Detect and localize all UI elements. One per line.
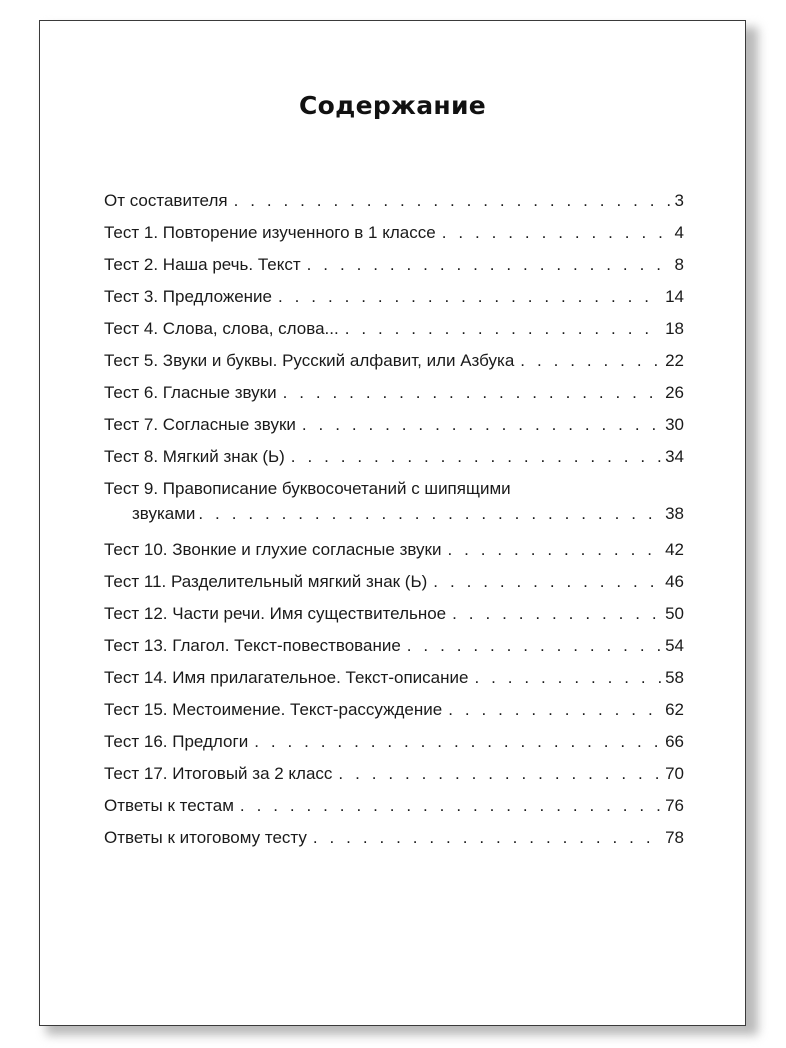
toc-entry-test-1 — [104, 217, 684, 249]
toc-entry-text: Тест 6. Гласные звуки — [104, 383, 277, 402]
toc-entry-text: Тест 1. Повторение изученного в 1 классе — [104, 223, 436, 242]
dot-leader — [338, 763, 662, 785]
toc-page-number: 62 — [665, 700, 684, 719]
toc-page-number: 76 — [665, 796, 684, 815]
toc-entry-test-17 — [104, 758, 684, 790]
toc-page-number: 46 — [665, 572, 684, 591]
dot-leader — [240, 795, 662, 817]
page-title: Содержание — [298, 91, 487, 120]
toc-page-number: 42 — [665, 540, 684, 559]
toc-entry-text: Тест 14. Имя прилагательное. Текст-описание — [104, 668, 469, 687]
toc-entry-test-15 — [104, 694, 684, 726]
toc-entry-intro — [104, 185, 684, 217]
dot-leader — [452, 603, 662, 625]
dot-leader — [407, 635, 662, 657]
toc-entry-test-5 — [104, 345, 684, 377]
toc-entry-test-11 — [104, 566, 684, 598]
toc-entry-final-answers — [104, 822, 684, 854]
toc-entry-answers — [104, 790, 684, 822]
toc-entry-text: Тест 2. Наша речь. Текст — [104, 255, 301, 274]
toc-entry-text: Тест 3. Предложение — [104, 287, 273, 306]
toc-entry-text: Тест 5. Звуки и буквы. Русский алфавит, или Азбука — [104, 351, 515, 370]
toc-entry-text: Тест 4. Слова, слова, слова... — [104, 319, 339, 338]
toc-page-number: 54 — [665, 636, 684, 655]
toc-page-number: 66 — [665, 732, 684, 751]
toc-entry-text: Тест 12. Части речи. Имя существительное — [104, 604, 447, 623]
toc-entry-test-3 — [104, 281, 684, 313]
toc-page-number: 70 — [665, 764, 684, 783]
toc-entry-test-9 — [104, 473, 684, 534]
toc-entry-text: Тест 9. Правописание буквосочетаний с шипящими — [104, 479, 511, 498]
toc-entry-test-6 — [104, 377, 684, 409]
dot-leader — [198, 503, 662, 525]
toc-entry-text: Ответы к итоговому тесту — [104, 828, 307, 847]
dot-leader — [307, 254, 672, 276]
toc-entry-test-4 — [104, 313, 684, 345]
toc-entry-test-7 — [104, 409, 684, 441]
dot-leader — [313, 827, 662, 849]
dot-leader — [433, 571, 662, 593]
toc-entry-test-8 — [104, 441, 684, 473]
dot-leader — [254, 731, 662, 753]
toc-entry-test-2 — [104, 249, 684, 281]
toc-entry-test-13 — [104, 630, 684, 662]
toc-entry-text: Тест 7. Согласные звуки — [104, 415, 296, 434]
toc-page-number: 14 — [665, 287, 684, 306]
toc-page-number: 34 — [665, 447, 684, 466]
toc-entry-continuation: звуками — [132, 504, 196, 523]
toc-page-number: 22 — [665, 351, 684, 370]
toc-entry-text: Тест 13. Глагол. Текст-повествование — [104, 636, 401, 655]
document-page — [39, 20, 746, 1026]
dot-leader — [291, 446, 662, 468]
table-of-contents — [104, 185, 684, 854]
dot-leader — [442, 222, 672, 244]
toc-entry-text: Тест 17. Итоговый за 2 класс — [104, 764, 333, 783]
dot-leader — [447, 539, 662, 561]
dot-leader — [474, 667, 662, 689]
dot-leader — [448, 699, 662, 721]
toc-entry-test-16 — [104, 726, 684, 758]
dot-leader — [283, 382, 662, 404]
toc-entry-text: Тест 11. Разделительный мягкий знак (Ь) — [104, 572, 428, 591]
dot-leader — [520, 350, 662, 372]
toc-entry-text: Тест 16. Предлоги — [104, 732, 249, 751]
toc-page-number: 38 — [665, 504, 684, 523]
toc-entry-text: Ответы к тестам — [104, 796, 234, 815]
toc-entry-text: Тест 8. Мягкий знак (Ь) — [104, 447, 285, 466]
toc-page-number: 78 — [665, 828, 684, 847]
toc-page-number: 58 — [665, 668, 684, 687]
toc-page-number: 8 — [674, 255, 684, 274]
toc-entry-test-10 — [104, 534, 684, 566]
toc-page-number: 30 — [665, 415, 684, 434]
toc-page-number: 50 — [665, 604, 684, 623]
dot-leader — [234, 190, 672, 212]
toc-entry-text: От составителя — [104, 191, 228, 210]
toc-entry-continuation-line — [104, 503, 684, 525]
toc-entry-text: Тест 15. Местоимение. Текст-рассуждение — [104, 700, 443, 719]
dot-leader — [302, 414, 662, 436]
toc-page-number: 18 — [665, 319, 684, 338]
dot-leader — [278, 286, 662, 308]
toc-page-number: 26 — [665, 383, 684, 402]
toc-page-number: 4 — [674, 223, 684, 242]
toc-page-number: 3 — [674, 191, 684, 210]
dot-leader — [345, 318, 662, 340]
toc-entry-test-12 — [104, 598, 684, 630]
toc-entry-text: Тест 10. Звонкие и глухие согласные звуки — [104, 540, 442, 559]
toc-entry-test-14 — [104, 662, 684, 694]
